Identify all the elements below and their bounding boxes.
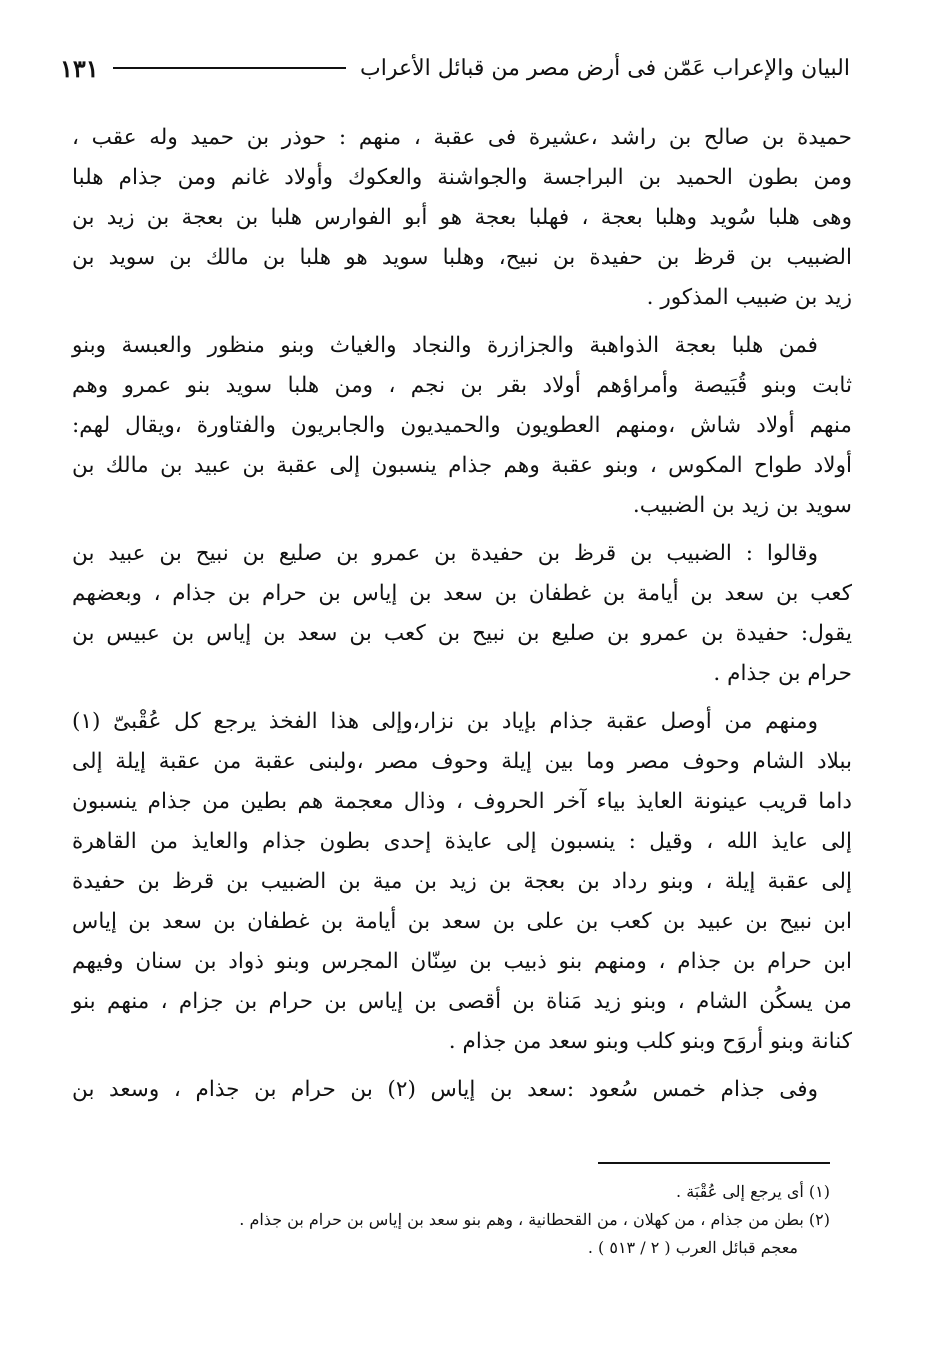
text-line: كعب بن سعد بن أيامة بن غطفان بن سعد بن إياس بن حرام بن جذام ، وبعضهم: [72, 581, 852, 606]
text-line: وفى جذام خمس سُعود :سعد بن إياس (٢) بن حرام بن جذام ، وسعد بن: [72, 1077, 819, 1102]
page-header: [60, 48, 850, 88]
text-line: إلى عقبة إيلة ، وبنو رداد بن بعجة بن زيد بن مية بن الضبيب بن قرظ بن حفيدة: [72, 869, 852, 894]
text-line: الضبيب بن قرظ بن حفيدة بن نبيح، وهلبا سويد هو هلبا بن مالك بن سويد بن: [72, 245, 852, 270]
header-rule: [113, 67, 346, 69]
text-line: يقول: حفيدة بن عمرو بن صليع بن نبيح بن كعب بن سعد بن إياس بن عبيس بن: [72, 621, 852, 646]
footnote-1: (١) أى يرجع إلى عُقْبَة .: [676, 1182, 830, 1201]
text-line: ثابت وبنو قُبَيصة وأمراؤهم أولاد بقر بن نجم ، ومن هلبا سويد بنو عمرو وهم: [72, 373, 852, 398]
text-line: داما قريب عينونة العايذ بياء آخر الحروف ، وذال معجمة هم بطين من جذام ينسبون: [72, 789, 852, 814]
text-line: زيد بن ضبيب المذكور .: [646, 285, 852, 310]
text-line: إلى عايذ الله ، وقيل : ينسبون إلى عايذة إحدى بطون جذام والعايذ من القاهرة: [72, 829, 852, 854]
running-title: البيان والإعراب عَمّن فى أرض مصر من قبائل الأعراب: [360, 55, 850, 81]
text-line: من يسكُن الشام ، وبنو زيد مَناة بن أقصى بن إياس بن حرام بن جزام ، منهم بنو: [72, 989, 852, 1014]
text-line: كنانة وبنو أروَح وبنو كلب وبنو سعد من جذام .: [448, 1029, 852, 1054]
text-line: سويد بن زيد بن الضبيب.: [632, 493, 852, 518]
paragraph-3: [72, 534, 852, 694]
text-line: وهى هلبا سُويد وهلبا بعجة ، فهلبا بعجة هو أبو الفوارس هلبا بن بعجة بن زيد بن: [72, 205, 852, 230]
body-text: [72, 118, 852, 1118]
text-line: ابن حرام بن جذام ، ومنهم بنو ذبيب بن سِنّان المجرس وبنو ذواد بن سنان وفيهم: [72, 949, 852, 974]
text-line: ومن بطون الحميد بن البراجسة والجواشنة والعكوك وأولاد غانم ومن جذام هلبا: [72, 165, 852, 190]
text-line: ببلاد الشام وحوف مصر وما بين إيلة وحوف مصر ،ولبنى عقبة من عقبة إيلة إلى: [72, 749, 853, 774]
footnote-2-source: معجم قبائل العرب ( ٢ / ٥١٣ ) .: [587, 1238, 798, 1257]
text-line: منهم أولاد شاش ،ومنهم العطويون والحميديون والجابريون والفتاورة ،ويقال لهم:: [72, 413, 852, 438]
text-line: أولاد طواح المكوس ، وبنو عقبة وهم جذام ينسبون إلى عقبة بن عبيد بن مالك بن: [72, 453, 852, 478]
paragraph-1: [72, 118, 852, 318]
footnote-rule: [598, 1162, 830, 1164]
text-line: ومنهم من أوصل عقبة جذام بإياد بن نزار،وإلى هذا الفخذ يرجع كل عُقْبىّ (١): [72, 709, 818, 734]
text-line: حرام بن جذام .: [713, 661, 852, 686]
paragraph-4: [72, 702, 852, 1062]
text-line: ابن نبيح بن عبيد بن كعب بن على بن سعد بن أيامة بن غطفان بن سعد بن إياس: [72, 909, 852, 934]
text-line: فمن هلبا بعجة الذواهبة والجزازرة والنجاد والغياث وبنو منظور والعبسة وبنو: [72, 333, 818, 358]
paragraph-2: [72, 326, 852, 526]
page-number: ١٣١: [60, 53, 99, 83]
text-line: وقالوا : الضبيب بن قرظ بن حفيدة بن عمرو بن صليع بن نبيح بن عبيد بن: [72, 541, 818, 566]
paragraph-5: [72, 1070, 852, 1110]
text-line: حميدة بن صالح بن راشد ،عشيرة فى عقبة ، منهم : حوذر بن حميد وله عقب ،: [72, 125, 852, 150]
footnotes: [110, 1178, 830, 1262]
footnote-2: (٢) بطن من جذام ، من كهلان ، من القحطانية ، وهم بنو سعد بن إياس بن حرام بن جذام .: [239, 1210, 830, 1229]
